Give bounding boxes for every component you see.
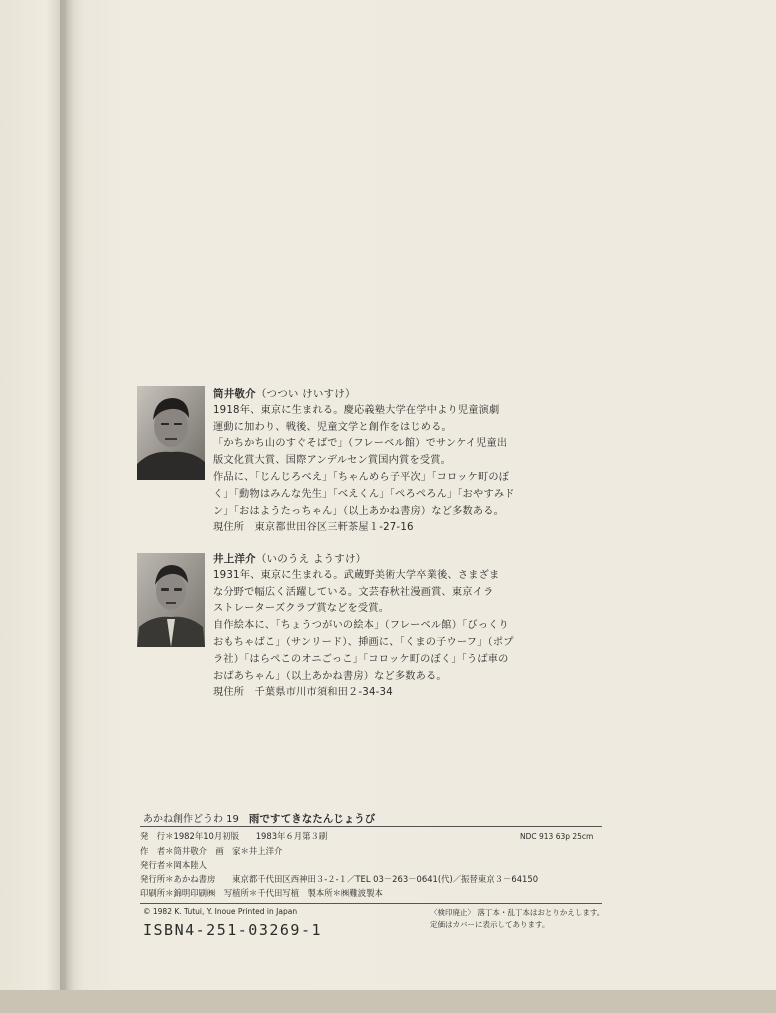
author-photo-tsutsui: [137, 386, 205, 480]
author-bio-tsutsui: [213, 386, 515, 537]
author-reading: （いのうえ ようすけ）: [255, 553, 367, 565]
colophon-published: 発 行＊1982年10月初版 1983年６月第３刷: [140, 831, 328, 841]
author-photo-inoue: [137, 553, 205, 647]
spine-shadow: [60, 0, 74, 1013]
bio-line: おもちゃばこ」（サンリード）、挿画に、「くまの子ウーフ」（ポプ: [213, 636, 514, 648]
author-name-line: [213, 386, 515, 403]
bio-line: 版文化賞大賞、国際アンデルセン賞国内賞を受賞。: [213, 455, 451, 467]
left-page: [0, 0, 66, 1013]
copyright-line: © 1982 K. Tutui, Y. Inoue Printed in Japan: [143, 907, 298, 916]
colophon-rule-bottom: [140, 903, 602, 904]
author-name-line: [213, 551, 514, 568]
series-label: あかね創作どうわ 19: [143, 814, 239, 825]
colophon-publisher-person: 発行者＊岡本陸人: [140, 860, 207, 870]
table-surface: [0, 990, 776, 1013]
notice-line: 〈検印廃止〉 落丁本・乱丁本はおとりかえします。: [430, 908, 605, 917]
bio-line: な分野で幅広く活躍している。文芸春秋社漫画賞、東京イラ: [213, 586, 494, 598]
colophon-authors: 作 者＊筒井敬介 画 家＊井上洋介: [140, 846, 283, 856]
bio-line: 1931年、東京に生まれる。武蔵野美術大学卒業後、さまざま: [213, 569, 500, 581]
bio-line: 自作絵本に、「ちょうつがいの絵本」（フレーベル館）「びっくり: [213, 620, 509, 632]
ndc-classification: NDC 913 63p 25cm: [520, 832, 594, 841]
author-name: 筒井敬介: [213, 388, 256, 400]
bio-address: 現住所 東京都世田谷区三軒茶屋１-27-16: [213, 522, 414, 534]
author-reading: （つつい けいすけ）: [255, 388, 356, 400]
colophon-rule-top: [140, 826, 602, 827]
bio-line: く」「動物はみんな先生」「べえくん」「ぺろぺろん」「おやすみド: [213, 488, 515, 500]
bio-line: ラ社）「はらぺこのオニごっこ」「コロッケ町のぼく」「うば車の: [213, 653, 509, 665]
author-name: 井上洋介: [213, 553, 256, 565]
notice-line: 定価はカバーに表示してあります。: [430, 919, 550, 929]
author-bio-inoue: [213, 551, 514, 702]
bio-line: おばあちゃん」（以上あかね書房）など多数ある。: [213, 670, 447, 682]
bio-line: ン」「おはようたっちゃん」（以上あかね書房）など多数ある。: [213, 505, 505, 517]
bio-line: 運動に加わり、戦後、児童文学と創作をはじめる。: [213, 421, 452, 433]
bio-line: 作品に、「じんじろべえ」「ちゃんめら子平次」「コロッケ町のぼ: [213, 471, 510, 483]
isbn: ISBN4-251-03269-1: [143, 921, 323, 939]
bio-line: 「かちかち山のすぐそばで」（フレーベル館）でサンケイ児童出: [213, 438, 508, 450]
book-title: 雨ですてきなたんじょうび: [248, 813, 376, 825]
series-line: [143, 810, 375, 826]
bio-line: 1918年、東京に生まれる。慶応義塾大学在学中より児童演劇: [213, 404, 500, 416]
bio-line: ストレーターズクラブ賞などを受賞。: [213, 603, 390, 615]
colophon-publisher: 発行所＊あかね書房 東京都千代田区西神田３-２-１／TEL 03－263－0641(代)／振替東京３－64150: [140, 874, 539, 884]
notice-block: [430, 907, 604, 930]
colophon-printer: 印刷所＊錦明印刷㈱ 写植所＊千代田写植 製本所＊㈱難波製本: [140, 888, 383, 898]
bio-address: 現住所 千葉県市川市須和田２-34-34: [213, 687, 393, 699]
